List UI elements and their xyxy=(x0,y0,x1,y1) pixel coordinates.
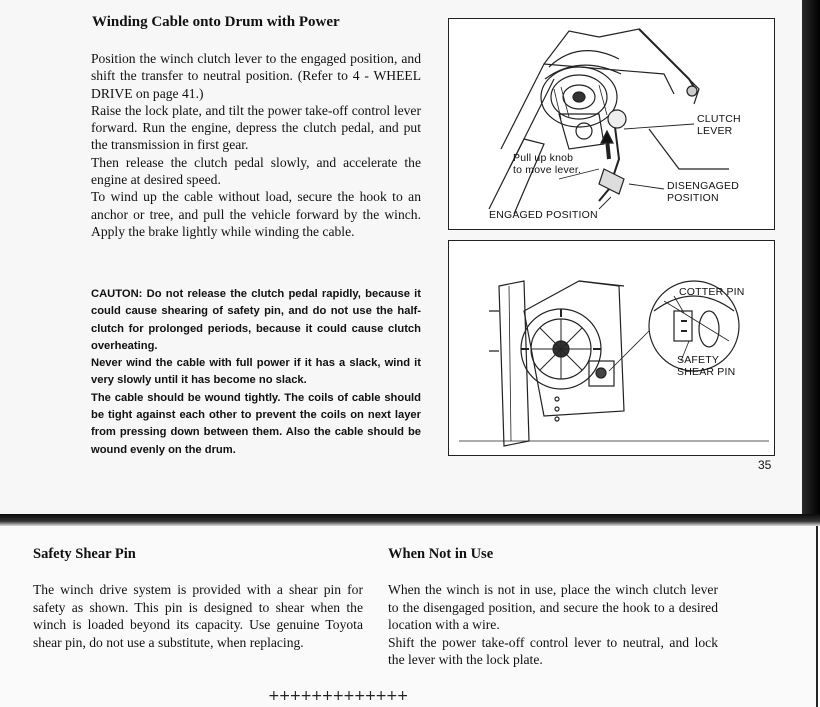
safety-shear-pin-label: SAFETY SHEAR PIN xyxy=(677,354,736,378)
shear-pin-section-body xyxy=(33,581,363,651)
caution-paragraph-3: The cable should be wound tightly. The coils of cable should be tight against each other to prevent the coils on next layer from pressing down between them. Also the cable should be wound evenly on the drum. xyxy=(91,391,421,456)
winding-section-title: Winding Cable onto Drum with Power xyxy=(92,14,340,30)
winding-paragraph-2: Raise the lock plate, and tilt the power take-off control lever forward. Run the engine, depress the clutch pedal, and put the transmission in first gear. xyxy=(91,102,421,153)
shear-pin-section-title: Safety Shear Pin xyxy=(33,546,136,562)
shear-pin-illustration xyxy=(449,241,774,455)
winding-paragraph-1: Position the winch clutch lever to the engaged position, and shift the transfer to neutral position. (Refer to 4 - WHEEL DRIVE on page 41.) xyxy=(91,51,421,101)
winding-section-body xyxy=(91,50,421,240)
clutch-lever-figure xyxy=(448,18,775,230)
page-number: 35 xyxy=(758,458,772,472)
disengaged-position-label: DISENGAGED POSITION xyxy=(667,180,740,204)
section-separator: +++++++++++++ xyxy=(268,688,408,704)
winding-paragraph-4: To wind up the cable without load, secure the hook to an anchor or tree, and pull the vehicle forward by the winch. Apply the brake lightly while winding the cable. xyxy=(91,189,421,239)
not-in-use-section-body xyxy=(388,581,718,669)
clutch-lever-label: CLUTCH LEVER xyxy=(697,113,741,137)
not-in-use-section-title: When Not in Use xyxy=(388,546,494,562)
shear-pin-figure xyxy=(448,240,775,456)
shear-pin-paragraph: The winch drive system is provided with a shear pin for safety as shown. This pin is designed to shear when the winch is loaded beyond its capacity. Use genuine Toyota shear pin, do not use a substitute, when replacing. xyxy=(33,582,363,650)
cotter-pin-label: COTTER PIN xyxy=(679,286,745,298)
pull-knob-label: Pull up knob to move lever. xyxy=(513,152,582,176)
page-edge-shadow xyxy=(802,0,820,520)
caution-block xyxy=(91,286,421,459)
caution-paragraph-2: Never wind the cable with full power if it has a slack, wind it very slowly until it has become no slack. xyxy=(91,357,421,387)
not-in-use-paragraph-2: Shift the power take-off control lever to neutral, and lock the lever with the lock plate. xyxy=(388,634,718,667)
caution-paragraph-1: CAUTON: Do not release the clutch pedal rapidly, because it could cause shearing of safety pin, and do not use the half-clutch for prolonged periods, because it could cause clutch overheating. xyxy=(91,288,421,352)
not-in-use-paragraph-1: When the winch is not in use, place the winch clutch lever to the disengaged position, and secure the hook to a desired location with a wire. xyxy=(388,582,718,632)
winding-paragraph-3: Then release the clutch pedal slowly, and accelerate the engine at desired speed. xyxy=(91,154,421,188)
page-divider xyxy=(0,514,820,526)
engaged-position-label: ENGAGED POSITION xyxy=(489,209,598,221)
